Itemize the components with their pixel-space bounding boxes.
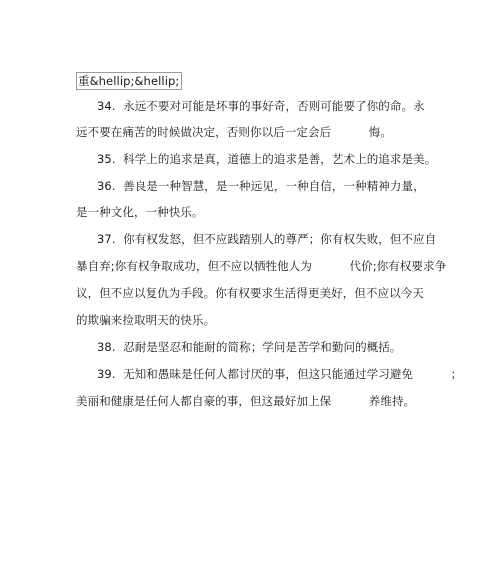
text-line-quote-37-cont-3: 的欺骗来捡取明天的快乐。 [76,313,216,327]
text-line-quote-36: 36. 善良是一种智慧，是一种远见，一种自信，一种精神力量， [97,179,425,193]
text-line-quote-34: 34. 永远不要对可能是坏事的事好奇，否则可能要了你的命。永 [97,99,425,113]
text-line-quote-37-cont-1: 暴自弃;你有权争取成功，但不应以牺牲他人为 代价;你有权要求争 [76,259,447,273]
text-line-quote-37: 37. 你有权发怒，但不应践踏别人的尊严；你有权失败，但不应自 [97,232,437,246]
text-line-fragment: 重&hellip;&hellip; [76,72,182,90]
text-line-quote-38: 38. 忍耐是坚忍和能耐的简称；学问是苦学和勤问的概括。 [97,340,402,354]
text-line-quote-35: 35. 科学上的追求是真，道德上的追求是善，艺术上的追求是美。 [97,152,437,166]
text-line-quote-36-cont: 是一种文化，一种快乐。 [76,205,204,219]
text-line-quote-39-cont: 美丽和健康是任何人都自豪的事，但这最好加上保 养维持。 [76,394,416,408]
text-line-quote-34-cont: 远不要在痛苦的时候做决定，否则你以后一定会后 悔。 [76,125,392,139]
text-line-quote-39: 39. 无知和愚昧是任何人都讨厌的事，但这只能通过学习避免 ； [97,367,463,381]
text-line-quote-37-cont-2: 议，但不应以复仇为手段。你有权要求生活得更美好，但不应以今天 [76,286,424,300]
